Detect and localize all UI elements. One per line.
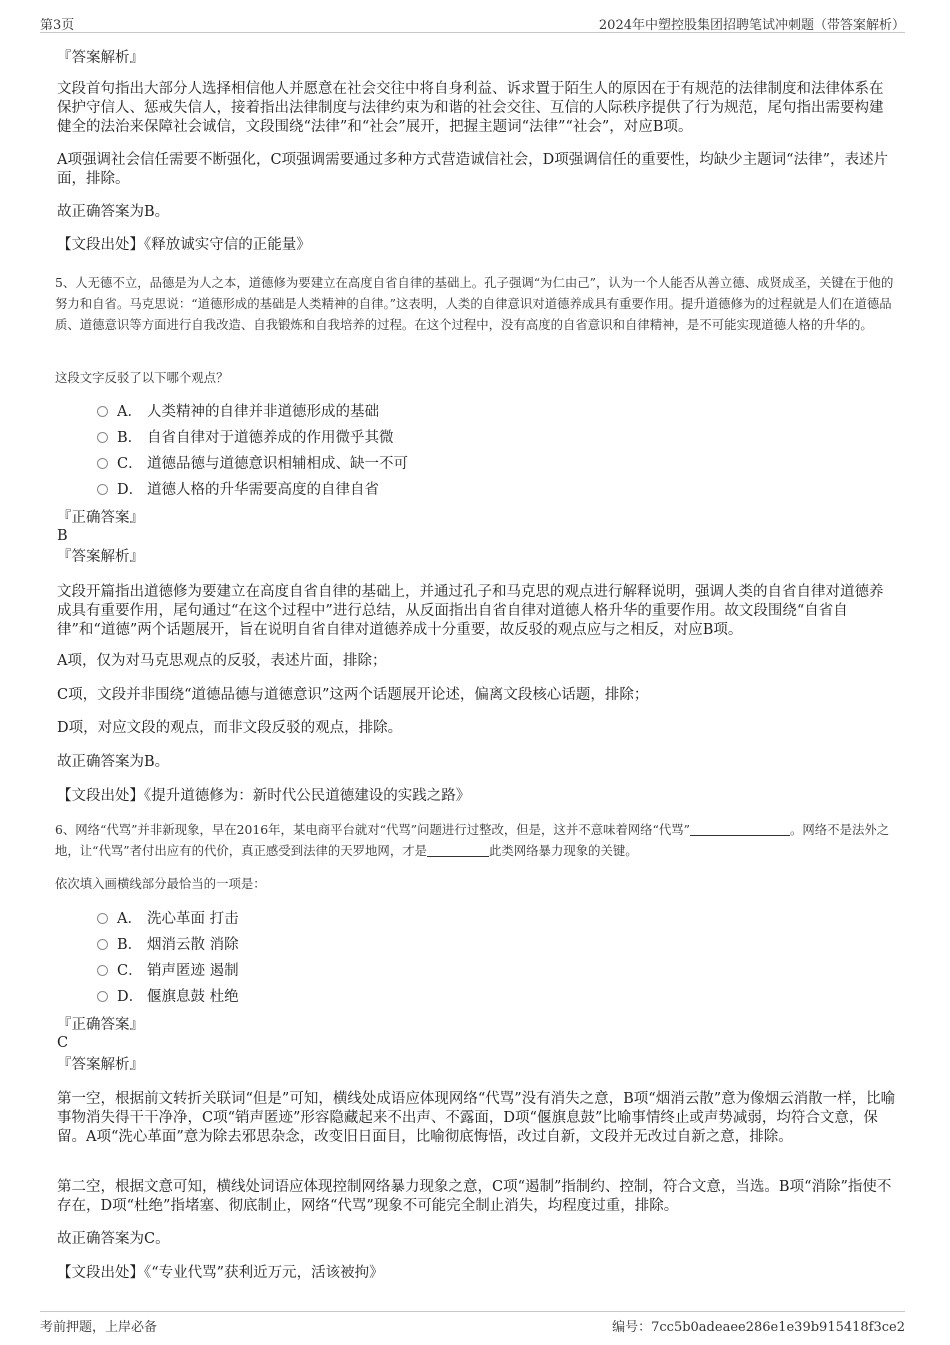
q5-analysis-p1: 文段开篇指出道德修为要建立在高度自省自律的基础上，并通过孔子和马克思的观点进行解释说明，强调人类的自省自律对道德养成具有重要作用，尾句通过“在这个过程中”进行总结，从反面指出自省自律对道德人格升华的重要作用。故文段围绕“自省自律”和“道德”两个话题展开，旨在说明自省自律对道德养成十分重要，故反驳的观点应与之相反，对应B项。 — [57, 584, 884, 638]
q4-analysis-p3: 故正确答案为B。 — [57, 204, 170, 220]
q5-correct-label: 『正确答案』 — [57, 510, 144, 526]
q5-analysis-p4: D项，对应文段的观点，而非文段反驳的观点，排除。 — [57, 720, 403, 736]
q5-analysis-label: 『答案解析』 — [57, 549, 144, 565]
q6-option-c[interactable]: C． 销声匿迹 遏制 — [97, 961, 239, 981]
document-code: 编号：7cc5b0adeaee286e1e39b915418f3ce2 — [612, 1320, 905, 1335]
radio-icon[interactable] — [97, 458, 108, 469]
q6-analysis-p1: 第一空，根据前文转折关联词“但是”可知，横线处成语应体现网络“代骂”没有消失之意，B项“烟消云散”意为像烟云消散一样，比喻事物消失得干干净净，C项“销声匿迹”形容隐藏起来不出声、不露面，D项“偃旗息鼓”比喻事情终止或声势减弱，均符合文意，保留。A项“洗心革面”意为除去邪思杂念，改变旧日面目，比喻彻底悔悟，改过自新，文段并无改过自新之意，排除。 — [57, 1091, 896, 1145]
q6-analysis-p3: 故正确答案为C。 — [57, 1231, 170, 1247]
radio-icon[interactable] — [97, 991, 108, 1002]
q4-analysis-label: 『答案解析』 — [57, 50, 144, 66]
radio-icon[interactable] — [97, 484, 108, 495]
q6-stem: 6、网络“代骂”并非新现象，早在2016年，某电商平台就对“代骂”问题进行过整改，但是，这并不意味着网络“代骂” 。网络不是法外之地，让“代骂”者付出应有的代价，真正感受到法律的天罗地网，才是 此类网络暴力现象的关键。 — [55, 822, 890, 858]
q5-option-b[interactable]: B． 自省自律对于道德养成的作用微乎其微 — [97, 428, 394, 448]
q6-option-a[interactable]: A． 洗心革面 打击 — [97, 909, 239, 929]
document-title: 2024年中塑控股集团招聘笔试冲刺题（带答案解析） — [598, 18, 905, 33]
q5-correct-answer: B — [57, 528, 68, 544]
q4-analysis-p1: 文段首句指出大部分人选择相信他人并愿意在社会交往中将自身利益、诉求置于陌生人的原因在于有规范的法律制度和法律体系在保护守信人、惩戒失信人，接着指出法律制度与法律约束为和谐的社会交往、互信的人际秩序提供了行为规范，尾句指出需要构建健全的法治来保障社会诚信，文段围绕“法律”和“社会”展开，把握主题词“法律”“社会”，对应B项。 — [57, 81, 884, 135]
radio-icon[interactable] — [97, 939, 108, 950]
q6-prompt: 依次填入画横线部分最恰当的一项是： — [55, 876, 266, 891]
q6-source: 【文段出处】《“专业代骂”获利近万元，活该被拘》 — [57, 1265, 384, 1281]
radio-icon[interactable] — [97, 406, 108, 417]
q5-analysis-p5: 故正确答案为B。 — [57, 754, 170, 770]
q5-option-c[interactable]: C． 道德品德与道德意识相辅相成、缺一不可 — [97, 454, 408, 474]
q5-prompt: 这段文字反驳了以下哪个观点？ — [55, 370, 229, 385]
q6-option-b[interactable]: B． 烟消云散 消除 — [97, 935, 239, 955]
q6-option-d[interactable]: D． 偃旗息鼓 杜绝 — [97, 987, 239, 1007]
q4-analysis-p2: A项强调社会信任需要不断强化，C项强调需要通过多种方式营造诚信社会，D项强调信任的重要性，均缺少主题词“法律”，表述片面，排除。 — [57, 152, 889, 187]
q6-analysis-p2: 第二空，根据文意可知，横线处词语应体现控制网络暴力现象之意，C项“遏制”指制约、控制，符合文意，当选。B项“消除”指使不存在，D项“杜绝”指堵塞、彻底制止，网络“代骂”现象不可能完全制止消失，均程度过重，排除。 — [57, 1179, 892, 1214]
q5-option-a[interactable]: A． 人类精神的自律并非道德形成的基础 — [97, 402, 379, 422]
radio-icon[interactable] — [97, 965, 108, 976]
page-number: 第3页 — [40, 18, 75, 33]
page-footer — [40, 1311, 905, 1334]
q6-correct-answer: C — [57, 1035, 69, 1051]
footer-slogan: 考前押题，上岸必备 — [40, 1320, 158, 1335]
q5-stem: 5、人无德不立，品德是为人之本，道德修为要建立在高度自省自律的基础上。孔子强调“为仁由己”，认为一个人能否从善立德、成贤成圣，关键在于他的努力和自省。马克思说：“道德形成的基础是人类精神的自律。”这表明，人类的自律意识对道德养成具有重要作用。提升道德修为的过程就是人们在道德品质、道德意识等方面进行自我改造、自我锻炼和自我培养的过程。在这个过程中，没有高度的自省意识和自律精神，是不可能实现道德人格的升华的。 — [55, 275, 894, 332]
blank-1 — [690, 823, 790, 836]
q5-analysis-p3: C项，文段并非围绕“道德品德与道德意识”这两个话题展开论述，偏离文段核心话题，排除； — [57, 687, 649, 703]
q6-correct-label: 『正确答案』 — [57, 1017, 144, 1033]
blank-2 — [427, 844, 489, 857]
q4-source: 【文段出处】《释放诚实守信的正能量》 — [57, 237, 311, 253]
radio-icon[interactable] — [97, 913, 108, 924]
q5-option-d[interactable]: D． 道德人格的升华需要高度的自律自省 — [97, 480, 379, 500]
page-header — [40, 12, 905, 33]
radio-icon[interactable] — [97, 432, 108, 443]
q5-analysis-p2: A项，仅为对马克思观点的反驳，表述片面，排除； — [57, 653, 387, 669]
q6-analysis-label: 『答案解析』 — [57, 1057, 144, 1073]
q5-source: 【文段出处】《提升道德修为：新时代公民道德建设的实践之路》 — [57, 788, 471, 804]
